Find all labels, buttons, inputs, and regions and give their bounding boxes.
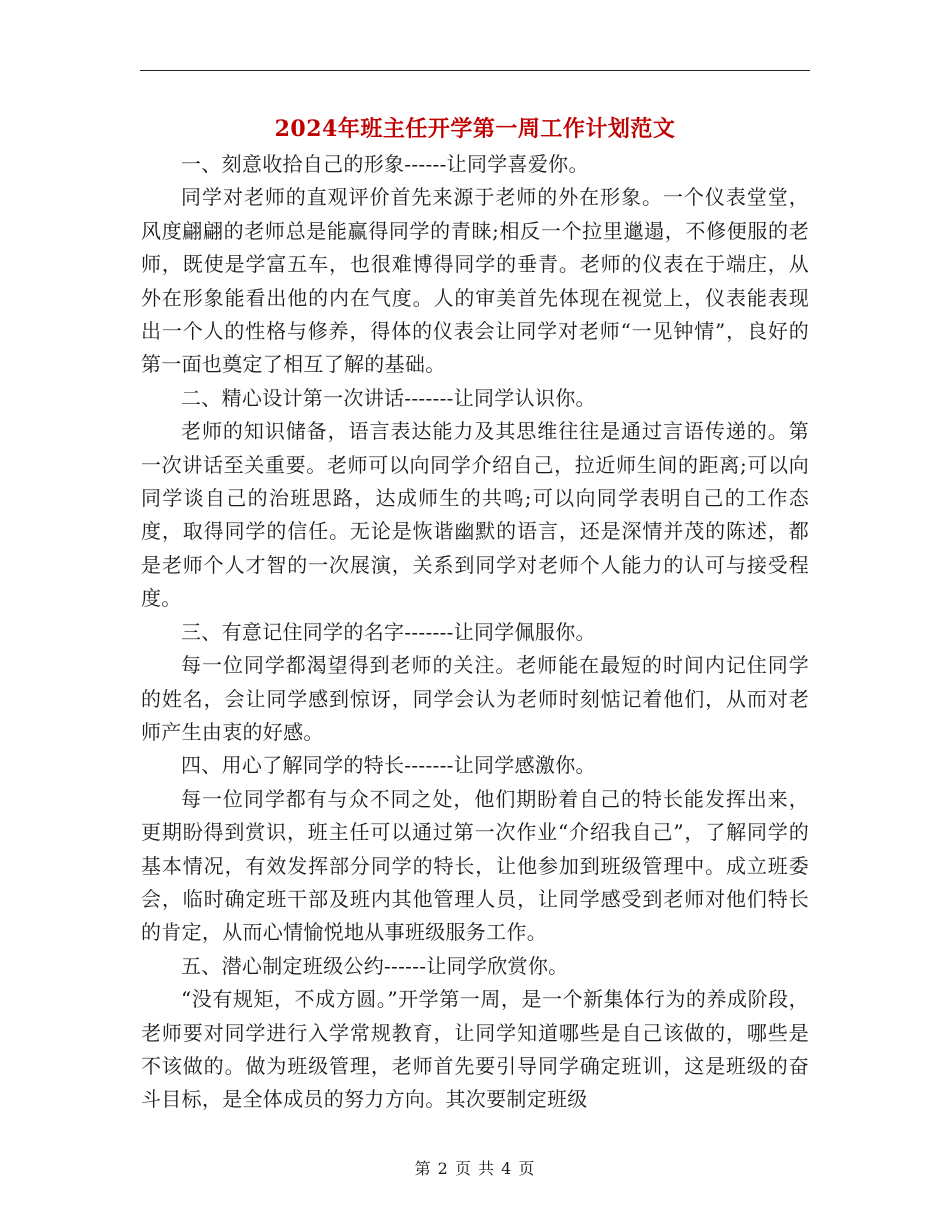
section-heading-4: 四、用心了解同学的特长-------让同学感激你。 [181,753,596,778]
body-paragraph-4: 每一位同学都有与众不同之处，他们期盼着自己的特长能发挥出来，更期盼得到赏识，班主任可以通过第一次作业“介绍我自己”，了解同学的基本情况，有效发挥部分同学的特长，让他参加到班级管理中。成立班委会，临时确定班干部及班内其他管理人员，让同学感受到老师对他们特长的肯定，从而心情愉悦地从事班级服务工作。 [141,786,809,945]
document-title: 2024年班主任开学第一周工作计划范文 [274,116,676,142]
document-body [141,148,809,1117]
body-paragraph-1: 同学对老师的直观评价首先来源于老师的外在形象。一个仪表堂堂，风度翩翩的老师总是能赢得同学的青睐;相反一个拉里邋遢，不修便服的老师，既使是学富五车，也很难博得同学的垂青。老师的仪表在于端庄，从外在形象能看出他的内在气度。人的审美首先体现在视觉上，仪表能表现出一个人的性格与修养，得体的仪表会让同学对老师“一见钟情”，良好的第一面也奠定了相互了解的基础。 [141,185,809,377]
body-paragraph-3: 每一位同学都渴望得到老师的关注。老师能在最短的时间内记住同学的姓名，会让同学感到惊讶，同学会认为老师时刻惦记着他们，从而对老师产生由衷的好感。 [141,653,809,744]
section-heading-3: 三、有意记住同学的名字-------让同学佩服你。 [181,619,596,644]
section-heading-2: 二、精心设计第一次讲话-------让同学认识你。 [181,385,596,410]
page-number: 第 2 页 共 4 页 [414,1159,536,1178]
section-heading-1: 一、刻意收拾自己的形象------让同学喜爱你。 [181,152,589,176]
body-paragraph-2: 老师的知识储备，语言表达能力及其思维往往是通过言语传递的。第一次讲话至关重要。老师可以向同学介绍自己，拉近师生间的距离;可以向同学谈自己的治班思路，达成师生的共鸣;可以向同学表明自己的工作态度，取得同学的信任。无论是恢谐幽默的语言，还是深情并茂的陈述，都是老师个人才智的一次展演，关系到同学对老师个人能力的认可与接受程度。 [141,419,809,611]
section-heading-5: 五、潜心制定班级公约------让同学欣赏你。 [181,953,569,978]
body-paragraph-5: “没有规矩，不成方圆。”开学第一周，是一个新集体行为的养成阶段，老师要对同学进行入学常规教育，让同学知道哪些是自己该做的，哪些是不该做的。做为班级管理，老师首先要引导同学确定班训，这是班级的奋斗目标，是全体成员的努力方向。其次要制定班级 [141,987,809,1112]
header-rule [140,70,810,71]
